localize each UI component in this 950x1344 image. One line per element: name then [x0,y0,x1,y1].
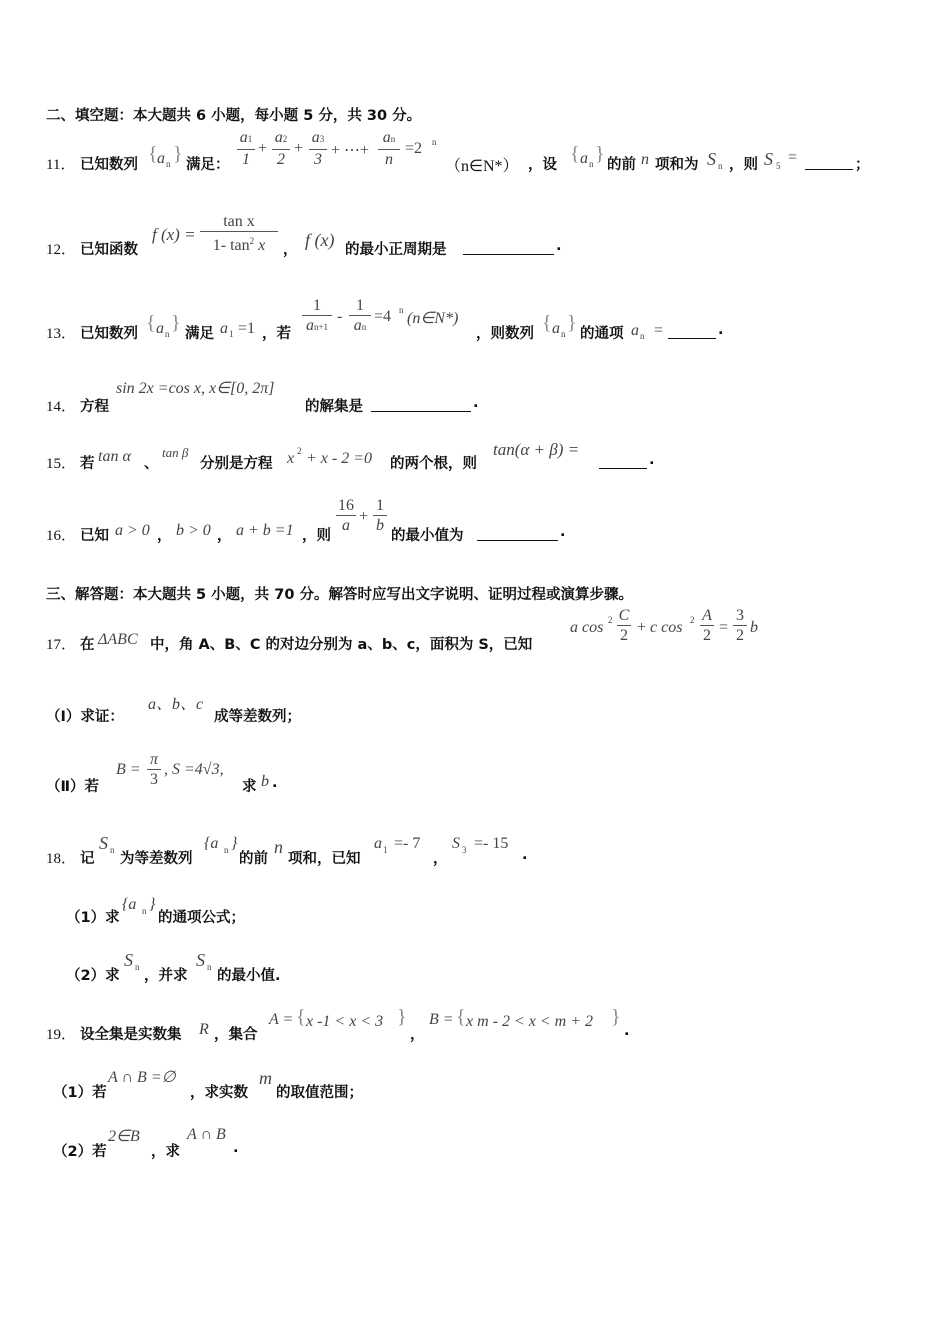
q11-seq-a-2: a [580,150,588,167]
q15-number: 15． [46,456,77,472]
q15-equation: + x - 2 =0 [306,450,373,467]
q11-text-5: 项和为 [655,157,699,173]
q17-part-1-text: 成等差数列； [214,709,301,725]
q18-part-2-S2-sub: n [207,962,212,972]
q17-end: . [272,775,278,791]
q18-part-2-S-sub: n [135,962,140,972]
q18-part-2-text: 的最小值. [217,968,281,984]
q19-sep: ， [410,1027,425,1043]
q17-number: 17． [46,637,77,653]
q13-text-1: 已知数列 [80,326,138,342]
section-3-title: 三、解答题：本大题共 5 小题，共 70 分。解答时应写出文字说明、证明过程或演算步骤。 [46,587,633,603]
q15-eq-x: x [287,450,295,467]
q14-answer-blank[interactable] [371,395,471,412]
q11-S-sub: n [718,161,723,171]
q17-eq: = [719,619,729,636]
q18-S3: S [452,835,460,852]
q16-sep-2: ， [217,528,232,544]
q19-part-2-label: （2）若 [53,1144,107,1160]
q18-part-2-mid: ，并求 [144,968,188,984]
q15-text-1: 若 [80,456,95,472]
q18-S3-sub: 3 [462,845,467,855]
q16-frac-2: 1 b [373,496,387,535]
q13-rhs: =4 [374,308,392,325]
q11-number: 11． [46,157,76,173]
q19-B: B = [429,1011,454,1028]
q19-B-set: x m - 2 < x < m + 2 [466,1013,594,1030]
q17-triangle: ΔABC [98,631,138,648]
q11-text-3: ，设 [528,157,557,173]
q11-seq-a: a [157,150,165,167]
q11-S5-sub: 5 [776,161,781,171]
q19-part-2-math-2: A ∩ B [187,1126,226,1143]
q13-a1-sub: 1 [229,329,234,339]
q16-frac-1: 16 a [338,497,354,534]
q12-fx: f (x) = [152,225,196,244]
q15-eq-sup: 2 [297,446,302,456]
q14-equation: sin 2x =cos x, x∈[0, 2π] [116,380,275,397]
q18-part-1-text: 的通项公式； [158,910,245,926]
q19-R: R [199,1021,209,1038]
q12-comma: ， [283,242,298,258]
q15-tan-beta: tan β [162,445,189,460]
q11-frac-n: an n [378,128,400,169]
q11-text-2: 满足： [186,157,230,173]
q13-seq-sub: n [165,329,170,339]
q13-minus: - [337,308,343,325]
q17-a-cos: a cos [570,619,604,636]
q11-text-4: 的前 [607,157,636,173]
q19-part-2-end: . [233,1140,239,1156]
q17-text-2: 中，角 A、B、C 的对边分别为 a、b、c，面积为 S，已知 [150,637,533,653]
q15-sep: 、 [144,456,159,472]
q19-part-1-label: （1）若 [53,1085,107,1101]
q18-n: n [274,837,283,857]
q11-seq-sub-2: n [589,159,594,169]
q13-rhs-sup: n [399,305,404,315]
q19-part-2-math: 2∈B [108,1128,140,1145]
q15-end: . [649,452,655,468]
q18-end: . [522,847,528,863]
q17-part-2-text: 求 [242,779,257,795]
q16-text-2: ，则 [302,528,331,544]
q17-part-2-S: , S =4√3, [164,761,224,778]
q16-cond-a: a > 0 [115,522,150,539]
q18-part-1-seq: {a [122,896,137,913]
q14-number: 14． [46,399,77,415]
q13-eq: = [654,322,664,339]
q13-condition: (n∈N*) [407,310,459,327]
q14-end: . [473,395,479,411]
q12-fx-2: f (x) [305,230,335,250]
q11-rhs-sup: n [432,137,437,147]
q15-text-2: 分别是方程 [200,456,273,472]
q19-A-set: x -1 < x < 3 [306,1013,384,1030]
q11-answer-blank[interactable] [805,153,853,170]
q16-number: 16． [46,528,77,544]
q13-an: a [631,322,639,339]
q11-frac-3: a3 3 [309,128,327,169]
q19-text-1: 设全集是实数集 [80,1027,182,1043]
q13-an-sub: n [640,331,645,341]
q11-frac-1: a1 1 [237,128,255,169]
q18-part-1-seq-close: } [149,896,156,913]
q13-seq-a: a [156,320,164,337]
q15-tan-sum: tan(α + β) = [493,440,580,459]
q13-answer-blank[interactable] [668,322,716,339]
q18-part-1-label: （1）求 [66,910,120,926]
q18-S-sub: n [110,845,115,855]
q18-seq-sub: n [224,845,229,855]
q12-text-2: 的最小正周期是 [345,242,447,258]
q16-answer-blank[interactable] [477,524,558,541]
q13-text-4: ，则数列 [476,326,534,342]
q19-part-1-math: A ∩ B =∅ [108,1069,176,1086]
q11-seq-sub: n [166,159,171,169]
q11-dots: + ⋯+ [331,142,370,159]
q18-sep: ， [433,851,448,867]
q14-text-1: 方程 [80,399,109,415]
q11-frac-2: a2 2 [272,128,290,169]
q19-part-1-m: m [259,1068,272,1088]
q16-cond-b: b > 0 [176,522,211,539]
q18-text-4: 项和，已知 [288,851,361,867]
q11-rhs: =2 [405,140,423,157]
q17-part-2-label: （Ⅱ）若 [46,779,100,795]
q19-part-2-text: ，求 [151,1144,180,1160]
q17-frac-3-2: 3 2 [733,606,747,645]
q13-end: . [718,322,724,338]
q11-eq: = [788,149,798,166]
q12-answer-blank[interactable] [463,238,554,255]
q19-part-1-text-2: 的取值范围； [276,1085,363,1101]
q12-text-1: 已知函数 [80,242,138,258]
q13-number: 13． [46,326,77,342]
q11-plus-1: + [258,140,268,157]
q17-part-2-b: b [261,773,269,790]
q17-part-1-math: a、b、c [148,696,204,713]
q13-a1: a [220,320,228,337]
q18-a1: a [374,835,382,852]
q15-tan-alpha: tan α [98,448,131,465]
q18-S3-value: =- 15 [474,835,509,852]
q17-b: b [750,619,758,636]
q18-part-2-S2: S [196,950,205,970]
q16-cond-sum: a + b =1 [236,522,294,539]
q13-seq-sub-2: n [561,329,566,339]
q18-part-1-seq-sub: n [142,906,147,916]
q18-number: 18． [46,851,77,867]
q19-end: . [624,1023,630,1039]
q18-text-1: 记 [80,851,95,867]
q11-text-1: 已知数列 [80,157,138,173]
q12-end: . [556,238,562,254]
q15-text-3: 的两个根，则 [390,456,477,472]
q18-text-3: 的前 [239,851,268,867]
q18-a1-sub: 1 [383,845,388,855]
q18-part-2-S: S [124,950,133,970]
q16-text-3: 的最小值为 [391,528,464,544]
q11-condition: （n∈N*） [445,158,519,175]
q11-S5: S [764,149,773,169]
q11-n: n [641,151,649,168]
q16-plus: + [359,508,369,525]
q17-frac-C: C 2 [618,607,630,644]
q18-seq: {a [204,835,219,852]
q18-S: S [99,833,108,853]
q13-seq-a-2: a [552,320,560,337]
q14-text-2: 的解集是 [305,399,363,415]
q13-text-5: 的通项 [580,326,624,342]
q18-text-2: 为等差数列 [120,851,193,867]
q19-text-2: ，集合 [214,1027,258,1043]
q17-plus: + [637,619,647,636]
q11-plus-2: + [294,140,304,157]
q13-text-2: 满足 [185,326,214,342]
q19-number: 19． [46,1027,77,1043]
q18-a1-value: =- 7 [394,835,421,852]
q17-c-cos: c cos [650,619,683,636]
q11-text-6: ，则 [729,157,758,173]
q17-sup-1: 2 [608,615,613,625]
q13-frac-1: 1 an+1 [302,296,332,337]
q13-a1-value: =1 [238,320,256,337]
q16-text-1: 已知 [80,528,109,544]
q19-part-1-text: ，求实数 [190,1085,248,1101]
q18-part-2-label: （2）求 [66,968,120,984]
q17-part-2-B: B = [116,761,141,778]
q16-sep-1: ， [157,528,172,544]
q16-end: . [560,524,566,540]
q11-S: S [707,149,716,169]
q17-frac-pi: π 3 [147,750,161,789]
q17-part-1-label: （Ⅰ）求证： [46,709,124,725]
q15-answer-blank[interactable] [599,452,647,469]
q17-text-1: 在 [80,637,95,653]
q17-frac-A: A 2 [700,606,714,645]
q12-number: 12． [46,242,77,258]
q19-A: A = [269,1011,294,1028]
q12-frac: tan x 1- $\tan^2 x$ [200,212,278,255]
section-2-title: 二、填空题：本大题共 6 小题，每小题 5 分，共 30 分。 [46,108,422,124]
q17-sup-2: 2 [690,615,695,625]
q18-seq-close: } [231,835,238,852]
q11-text-7: ； [855,157,870,173]
q13-text-3: ，若 [262,326,291,342]
q13-frac-2: 1 an [349,296,371,337]
